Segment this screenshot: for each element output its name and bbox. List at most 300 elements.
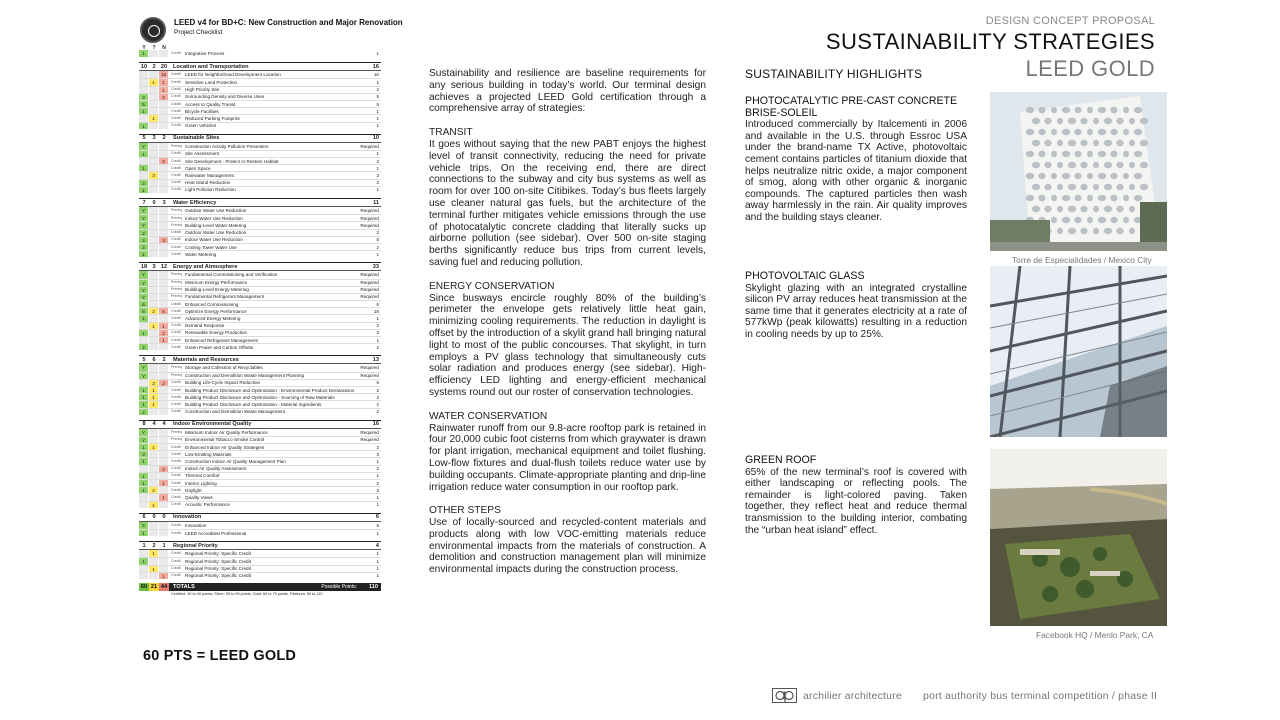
checklist-item [139, 486, 381, 493]
category-maybe-count: 6 [152, 356, 156, 363]
item-yes-points: Y [139, 437, 149, 443]
item-maybe-points [149, 87, 159, 93]
item-yes-points: 8 [139, 308, 149, 314]
item-name: Building Product Disclosure and Optimization - Environmental Product Declarations [185, 387, 355, 393]
item-maybe-points [149, 165, 159, 171]
item-kind: Credit [171, 108, 181, 113]
item-points: 18 [373, 308, 379, 314]
item-points: Required [360, 287, 379, 293]
item-no-points [159, 401, 169, 407]
checklist-item [139, 179, 381, 186]
checklist-item [139, 150, 381, 157]
item-maybe-points [149, 530, 159, 536]
item-name: Open Space [185, 165, 211, 171]
checklist-item [139, 114, 381, 121]
item-yes-points: 1 [139, 251, 149, 257]
category-name: Water Efficiency [173, 199, 217, 206]
possible-points-label: Possible Points: [321, 583, 357, 590]
checklist-item [139, 408, 381, 415]
checklist-item [139, 207, 381, 214]
highlight-concrete [745, 96, 967, 224]
checklist-item [139, 493, 381, 500]
item-name: Construction Indoor Air Quality Management Plan [185, 459, 286, 465]
col-header-maybe: ? [152, 45, 156, 51]
item-name: Advanced Energy Metering [185, 316, 241, 322]
item-no-points [159, 444, 169, 450]
item-yes-points [139, 573, 149, 579]
item-yes-points [139, 494, 149, 500]
item-maybe-points: 1 [149, 394, 159, 400]
highlight-green-roof [745, 455, 967, 536]
item-yes-points: 2 [139, 180, 149, 186]
checklist-item [139, 565, 381, 572]
usgbc-logo [140, 17, 166, 43]
category-maybe-count: 2 [152, 63, 156, 70]
item-kind: Credit [171, 444, 181, 449]
checklist-item [139, 229, 381, 236]
item-yes-points: 1 [139, 330, 149, 336]
item-yes-points [139, 158, 149, 164]
item-no-points [159, 301, 169, 307]
category-yes-count: 5 [142, 356, 146, 363]
item-points: 1 [376, 123, 379, 129]
item-kind: Credit [171, 237, 181, 242]
item-points: 2 [376, 323, 379, 329]
item-name: Outdoor Water Use Reduction [185, 230, 247, 236]
item-points: 1 [376, 473, 379, 479]
item-name: Quality Views [185, 494, 213, 500]
item-no-points [159, 101, 169, 107]
item-no-points: 16 [159, 71, 169, 78]
item-name: Thermal Comfort [185, 473, 220, 479]
item-points: 5 [376, 380, 379, 386]
item-kind: Credit [171, 115, 181, 120]
item-name: Indoor Air Quality Assessment [185, 466, 247, 472]
item-points: 2 [376, 444, 379, 450]
section-energy-text: Since busways encircle roughly 80% of the building’s perimeter the envelope gets relatively little heat gain, minimizing cooling requirements. The reduction in daylight is offset by the introduction of a skylit grand hall bringing natural light to most of the public concourses. That skylight, in turn employs a PV glass technology that simultaneously cuts solar radiation and produces energy (see sidebar). High-efficiency LED lighting and energy-efficient mechanical systems round out our roster of conservation technologies. [429, 292, 706, 398]
item-no-points: 2 [159, 94, 169, 100]
item-yes-points: Y [139, 373, 149, 379]
item-maybe-points: 1 [149, 79, 159, 85]
item-kind: Credit [171, 72, 181, 77]
item-yes-points: 1 [139, 480, 149, 486]
category-no-count: 2 [162, 356, 166, 363]
category-points: 16 [372, 63, 379, 70]
total-maybe: 21 [150, 583, 158, 590]
item-name: Sensitive Land Protection [185, 79, 238, 85]
item-kind: Prereq [171, 373, 182, 378]
item-maybe-points [149, 429, 159, 436]
item-no-points [159, 487, 169, 493]
photo-perforated-facade [990, 92, 1167, 251]
item-no-points: 2 [159, 380, 169, 386]
item-name: Outdoor Water Use Reduction [185, 208, 247, 214]
item-maybe-points [149, 271, 159, 278]
checklist-category [139, 355, 381, 364]
item-kind: Credit [171, 337, 181, 342]
checklist-item [139, 429, 381, 436]
item-kind: Credit [171, 173, 181, 178]
item-kind: Prereq [171, 294, 182, 299]
total-yes: 60 [140, 583, 148, 590]
item-points: 3 [376, 330, 379, 336]
checklist-item [139, 186, 381, 193]
item-kind: Prereq [171, 222, 182, 227]
checklist-item [139, 100, 381, 107]
category-points: 13 [372, 356, 379, 363]
item-yes-points: 1 [139, 50, 149, 57]
item-no-points: 1 [159, 494, 169, 500]
item-name: High Priority Site [185, 87, 220, 93]
item-name: Indoor Water Use Reduction [185, 215, 243, 221]
item-name: Light Pollution Reduction [185, 187, 236, 193]
item-points: 1 [376, 566, 379, 572]
item-kind: Credit [171, 79, 181, 84]
category-no-count: 20 [160, 63, 168, 70]
item-yes-points: Y [139, 271, 149, 278]
item-points: 1 [376, 187, 379, 193]
item-maybe-points [149, 101, 159, 107]
checklist-item [139, 171, 381, 178]
item-maybe-points [149, 480, 159, 486]
item-maybe-points [149, 123, 159, 129]
item-maybe-points [149, 458, 159, 464]
highlights-title: SUSTAINABILITY HIGHLIGHTS [745, 67, 923, 81]
item-points: 1 [376, 494, 379, 500]
item-points: 2 [376, 387, 379, 393]
item-name: Fundamental Commissioning and Verification [185, 272, 278, 278]
checklist-item [139, 221, 381, 228]
item-yes-points: 5 [139, 101, 149, 107]
highlight-pv-glass [745, 271, 967, 341]
item-no-points [159, 530, 169, 536]
item-kind: Prereq [171, 280, 182, 285]
item-no-points [159, 344, 169, 350]
item-name: Low-Emitting Materials [185, 451, 232, 457]
checklist-item [139, 572, 381, 579]
item-name: Regional Priority: Specific Credit [185, 566, 251, 572]
item-no-points: 1 [159, 323, 169, 329]
item-no-points: 8 [159, 308, 169, 314]
category-points: 10 [372, 135, 379, 142]
item-no-points [159, 566, 169, 572]
item-kind: Credit [171, 158, 181, 163]
item-no-points [159, 115, 169, 121]
item-points: 2 [376, 466, 379, 472]
item-name: Heat Island Reduction [185, 180, 231, 186]
item-no-points [159, 294, 169, 300]
item-points: 1 [376, 337, 379, 343]
item-name: Enhanced Indoor Air Quality Strategies [185, 444, 265, 450]
footer-project-name: port authority bus terminal competition / phase II [923, 690, 1158, 702]
item-kind: Credit [171, 187, 181, 192]
item-points: 2 [376, 409, 379, 415]
item-points: 1 [376, 108, 379, 114]
item-yes-points: 1 [139, 387, 149, 393]
checklist-item [139, 78, 381, 85]
item-no-points [159, 180, 169, 186]
checklist-item [139, 236, 381, 243]
item-no-points: 1 [159, 573, 169, 579]
category-points: 4 [375, 542, 379, 549]
item-name: Building-Level Water Metering [185, 222, 247, 228]
item-no-points: 1 [159, 480, 169, 486]
item-yes-points [139, 566, 149, 572]
item-name: Interior Lighting [185, 480, 217, 486]
item-kind: Credit [171, 451, 181, 456]
checklist-item [139, 450, 381, 457]
item-name: Building Product Disclosure and Optimization - Material Ingredients [185, 401, 322, 407]
checklist-category [139, 513, 381, 522]
item-points: Required [360, 373, 379, 379]
item-kind: Prereq [171, 143, 182, 148]
item-kind: Credit [171, 344, 181, 349]
item-kind: Prereq [171, 429, 182, 434]
item-name: Bicycle Facilities [185, 108, 219, 114]
item-no-points: 1 [159, 337, 169, 343]
checklist-item [139, 50, 381, 57]
item-kind: Credit [171, 151, 181, 156]
category-name: Location and Transportation [173, 63, 249, 70]
item-points: 1 [376, 51, 379, 57]
item-no-points [159, 251, 169, 257]
item-kind: Prereq [171, 215, 182, 220]
checklist-rows [139, 50, 381, 579]
item-kind: Credit [171, 459, 181, 464]
footer-firm-name: archilier architecture [803, 690, 902, 702]
category-points: 11 [373, 199, 379, 206]
checklist-item [139, 271, 381, 278]
item-name: Innovation [185, 522, 207, 528]
item-name: Site Assessment [185, 151, 219, 157]
item-maybe-points [149, 244, 159, 250]
item-kind: Prereq [171, 272, 182, 277]
checklist-item [139, 329, 381, 336]
checklist-item [139, 307, 381, 314]
category-yes-count: 8 [142, 421, 146, 428]
checklist-category [139, 198, 381, 207]
item-points: 2 [376, 244, 379, 250]
item-points: Required [360, 280, 379, 286]
item-name: Storage and Collection of Recyclables [185, 365, 263, 371]
item-no-points [159, 50, 169, 57]
item-points: 2 [376, 158, 379, 164]
item-yes-points: 1 [139, 530, 149, 536]
item-maybe-points [149, 215, 159, 221]
item-yes-points [139, 323, 149, 329]
item-yes-points [139, 172, 149, 178]
item-no-points [159, 315, 169, 321]
section-water-text: Rainwater runoff from our 9.8-acre rooftop park is retained in four 20,000 cubic foot cisterns from which graywater is drawn for plant irrigation, mechanical equipment and toilet flushing. Low-flow fixtures and dual-flush toilets reduce water use by building occupants. Climate-appropriate planting and drip-line irrigation reduce water consumption in our rooftop park. [429, 422, 706, 493]
item-maybe-points [149, 222, 159, 228]
page-subtitle: LEED GOLD [1025, 56, 1155, 81]
category-yes-count: 1 [142, 542, 146, 549]
item-maybe-points [149, 50, 159, 57]
item-kind: Credit [171, 301, 181, 306]
item-no-points: 1 [159, 79, 169, 85]
item-no-points [159, 222, 169, 228]
item-yes-points: 3 [139, 451, 149, 457]
photo-green-roof-aerial [990, 449, 1167, 626]
item-maybe-points: 1 [149, 444, 159, 450]
item-maybe-points [149, 337, 159, 343]
item-points: 1 [376, 151, 379, 157]
item-no-points [159, 550, 169, 557]
item-name: Site Development - Protect or Restore Habitat [185, 158, 279, 164]
checklist-item [139, 479, 381, 486]
checklist-category [139, 62, 381, 71]
item-name: Minimum Indoor Air Quality Performance [185, 429, 268, 435]
item-points: 1 [376, 79, 379, 85]
item-kind: Credit [171, 466, 181, 471]
checklist-category [139, 134, 381, 143]
item-kind: Credit [171, 251, 181, 256]
item-no-points [159, 215, 169, 221]
item-kind: Credit [171, 394, 181, 399]
item-name: Access to Quality Transit [185, 101, 236, 107]
item-name: Surrounding Density and Diverse Uses [185, 94, 265, 100]
item-yes-points: 1 [139, 458, 149, 464]
item-yes-points [139, 466, 149, 472]
item-name: Regional Priority: Specific Credit [185, 551, 251, 557]
photo-caption-aerial: Facebook HQ / Menlo Park, CA [1036, 630, 1154, 640]
item-kind: Credit [171, 87, 181, 92]
item-kind: Credit [171, 566, 181, 571]
item-kind: Prereq [171, 208, 182, 213]
highlight-green-roof-text: 65% of the new terminal’s roof is covered with either landscaping or reflecting pools. The remainder is light-colored paving. Taken together, they reflect heat and reduce thermal transmission to the building interior, combating the “urban heat island” effect. [745, 466, 967, 536]
item-name: Environmental Tobacco Smoke Control [185, 437, 265, 443]
category-no-count: 3 [162, 199, 166, 206]
item-no-points [159, 364, 169, 371]
checklist-item [139, 250, 381, 257]
item-maybe-points [149, 473, 159, 479]
item-yes-points: 3 [139, 94, 149, 100]
checklist-item [139, 300, 381, 307]
item-kind: Credit [171, 487, 181, 492]
item-no-points [159, 437, 169, 443]
item-yes-points: 2 [139, 344, 149, 350]
item-name: Minimum Energy Performance [185, 280, 248, 286]
item-points: Required [360, 437, 379, 443]
item-kind: Credit [171, 101, 181, 106]
item-points: 1 [376, 551, 379, 557]
item-maybe-points: 2 [149, 487, 159, 493]
category-maybe-count: 0 [152, 514, 156, 521]
category-yes-count: 18 [140, 263, 148, 270]
item-yes-points: 2 [139, 244, 149, 250]
page-title: SUSTAINABILITY STRATEGIES [825, 29, 1155, 54]
checklist-totals [139, 583, 381, 591]
item-points: 1 [376, 558, 379, 564]
item-kind: Credit [171, 94, 181, 99]
checklist-item [139, 393, 381, 400]
checklist-item [139, 465, 381, 472]
item-yes-points [139, 550, 149, 557]
item-yes-points: 2 [139, 230, 149, 236]
checklist-item [139, 93, 381, 100]
item-kind: Credit [171, 380, 181, 385]
item-points: 2 [376, 480, 379, 486]
category-no-count: 1 [162, 542, 166, 549]
item-maybe-points [149, 409, 159, 415]
item-points: 1 [376, 115, 379, 121]
category-name: Materials and Resources [173, 356, 239, 363]
item-yes-points: 1 [139, 315, 149, 321]
total-no: 44 [160, 583, 168, 590]
category-yes-count: 7 [142, 199, 146, 206]
item-kind: Prereq [171, 365, 182, 370]
highlight-concrete-heading: PHOTOCATALYTIC PRE-CAST CONCRETE BRISE-SOLEIL [745, 95, 958, 119]
checklist-item [139, 550, 381, 557]
item-no-points [159, 151, 169, 157]
checklist-item [139, 322, 381, 329]
item-kind: Credit [171, 244, 181, 249]
item-points: 6 [376, 301, 379, 307]
item-points: Required [360, 222, 379, 228]
item-kind: Credit [171, 323, 181, 328]
checklist-item [139, 557, 381, 564]
checklist-item [139, 457, 381, 464]
category-maybe-count: 0 [152, 199, 156, 206]
item-no-points [159, 502, 169, 508]
item-yes-points [139, 87, 149, 93]
item-yes-points: Y [139, 143, 149, 150]
item-kind: Credit [171, 51, 181, 56]
item-no-points [159, 409, 169, 415]
item-no-points [159, 244, 169, 250]
item-no-points [159, 458, 169, 464]
item-name: Enhanced Commissioning [185, 301, 239, 307]
section-energy-heading: ENERGY CONSERVATION [429, 280, 555, 292]
checklist-item [139, 372, 381, 379]
item-points: 6 [376, 237, 379, 243]
item-maybe-points [149, 71, 159, 78]
intro-paragraph: Sustainability and resilience are baseline requirements for any serious building in today’s world. Our terminal design achieves a projected LEED Gold certification through a comprehensive array of strategies: [429, 68, 706, 115]
item-name: Regional Priority: Specific Credit [185, 558, 251, 564]
item-yes-points: 1 [139, 165, 149, 171]
item-name: LEED Accredited Professional [185, 530, 247, 536]
item-maybe-points: 1 [149, 115, 159, 121]
item-name: Construction Activity Pollution Prevention [185, 143, 269, 149]
category-no-count: 12 [160, 263, 168, 270]
checklist-item [139, 436, 381, 443]
item-name: Indoor Water Use Reduction [185, 237, 243, 243]
item-kind: Credit [171, 330, 181, 335]
item-points: Required [360, 365, 379, 371]
item-name: Daylight [185, 487, 202, 493]
item-no-points [159, 373, 169, 379]
item-kind: Credit [171, 558, 181, 563]
item-name: Regional Priority: Specific Credit [185, 573, 251, 579]
item-maybe-points [149, 558, 159, 564]
item-points: 1 [376, 502, 379, 508]
checklist-item [139, 122, 381, 129]
item-kind: Credit [171, 165, 181, 170]
item-maybe-points [149, 344, 159, 350]
item-name: Acoustic Performance [185, 502, 230, 508]
category-name: Energy and Atmosphere [173, 263, 238, 270]
item-no-points [159, 108, 169, 114]
item-points: Required [360, 294, 379, 300]
item-points: 1 [376, 316, 379, 322]
item-maybe-points [149, 494, 159, 500]
item-yes-points: 1 [139, 394, 149, 400]
item-maybe-points [149, 364, 159, 371]
category-name: Indoor Environmental Quality [173, 421, 252, 428]
checklist-item [139, 386, 381, 393]
checklist-item [139, 443, 381, 450]
item-yes-points: Y [139, 280, 149, 286]
